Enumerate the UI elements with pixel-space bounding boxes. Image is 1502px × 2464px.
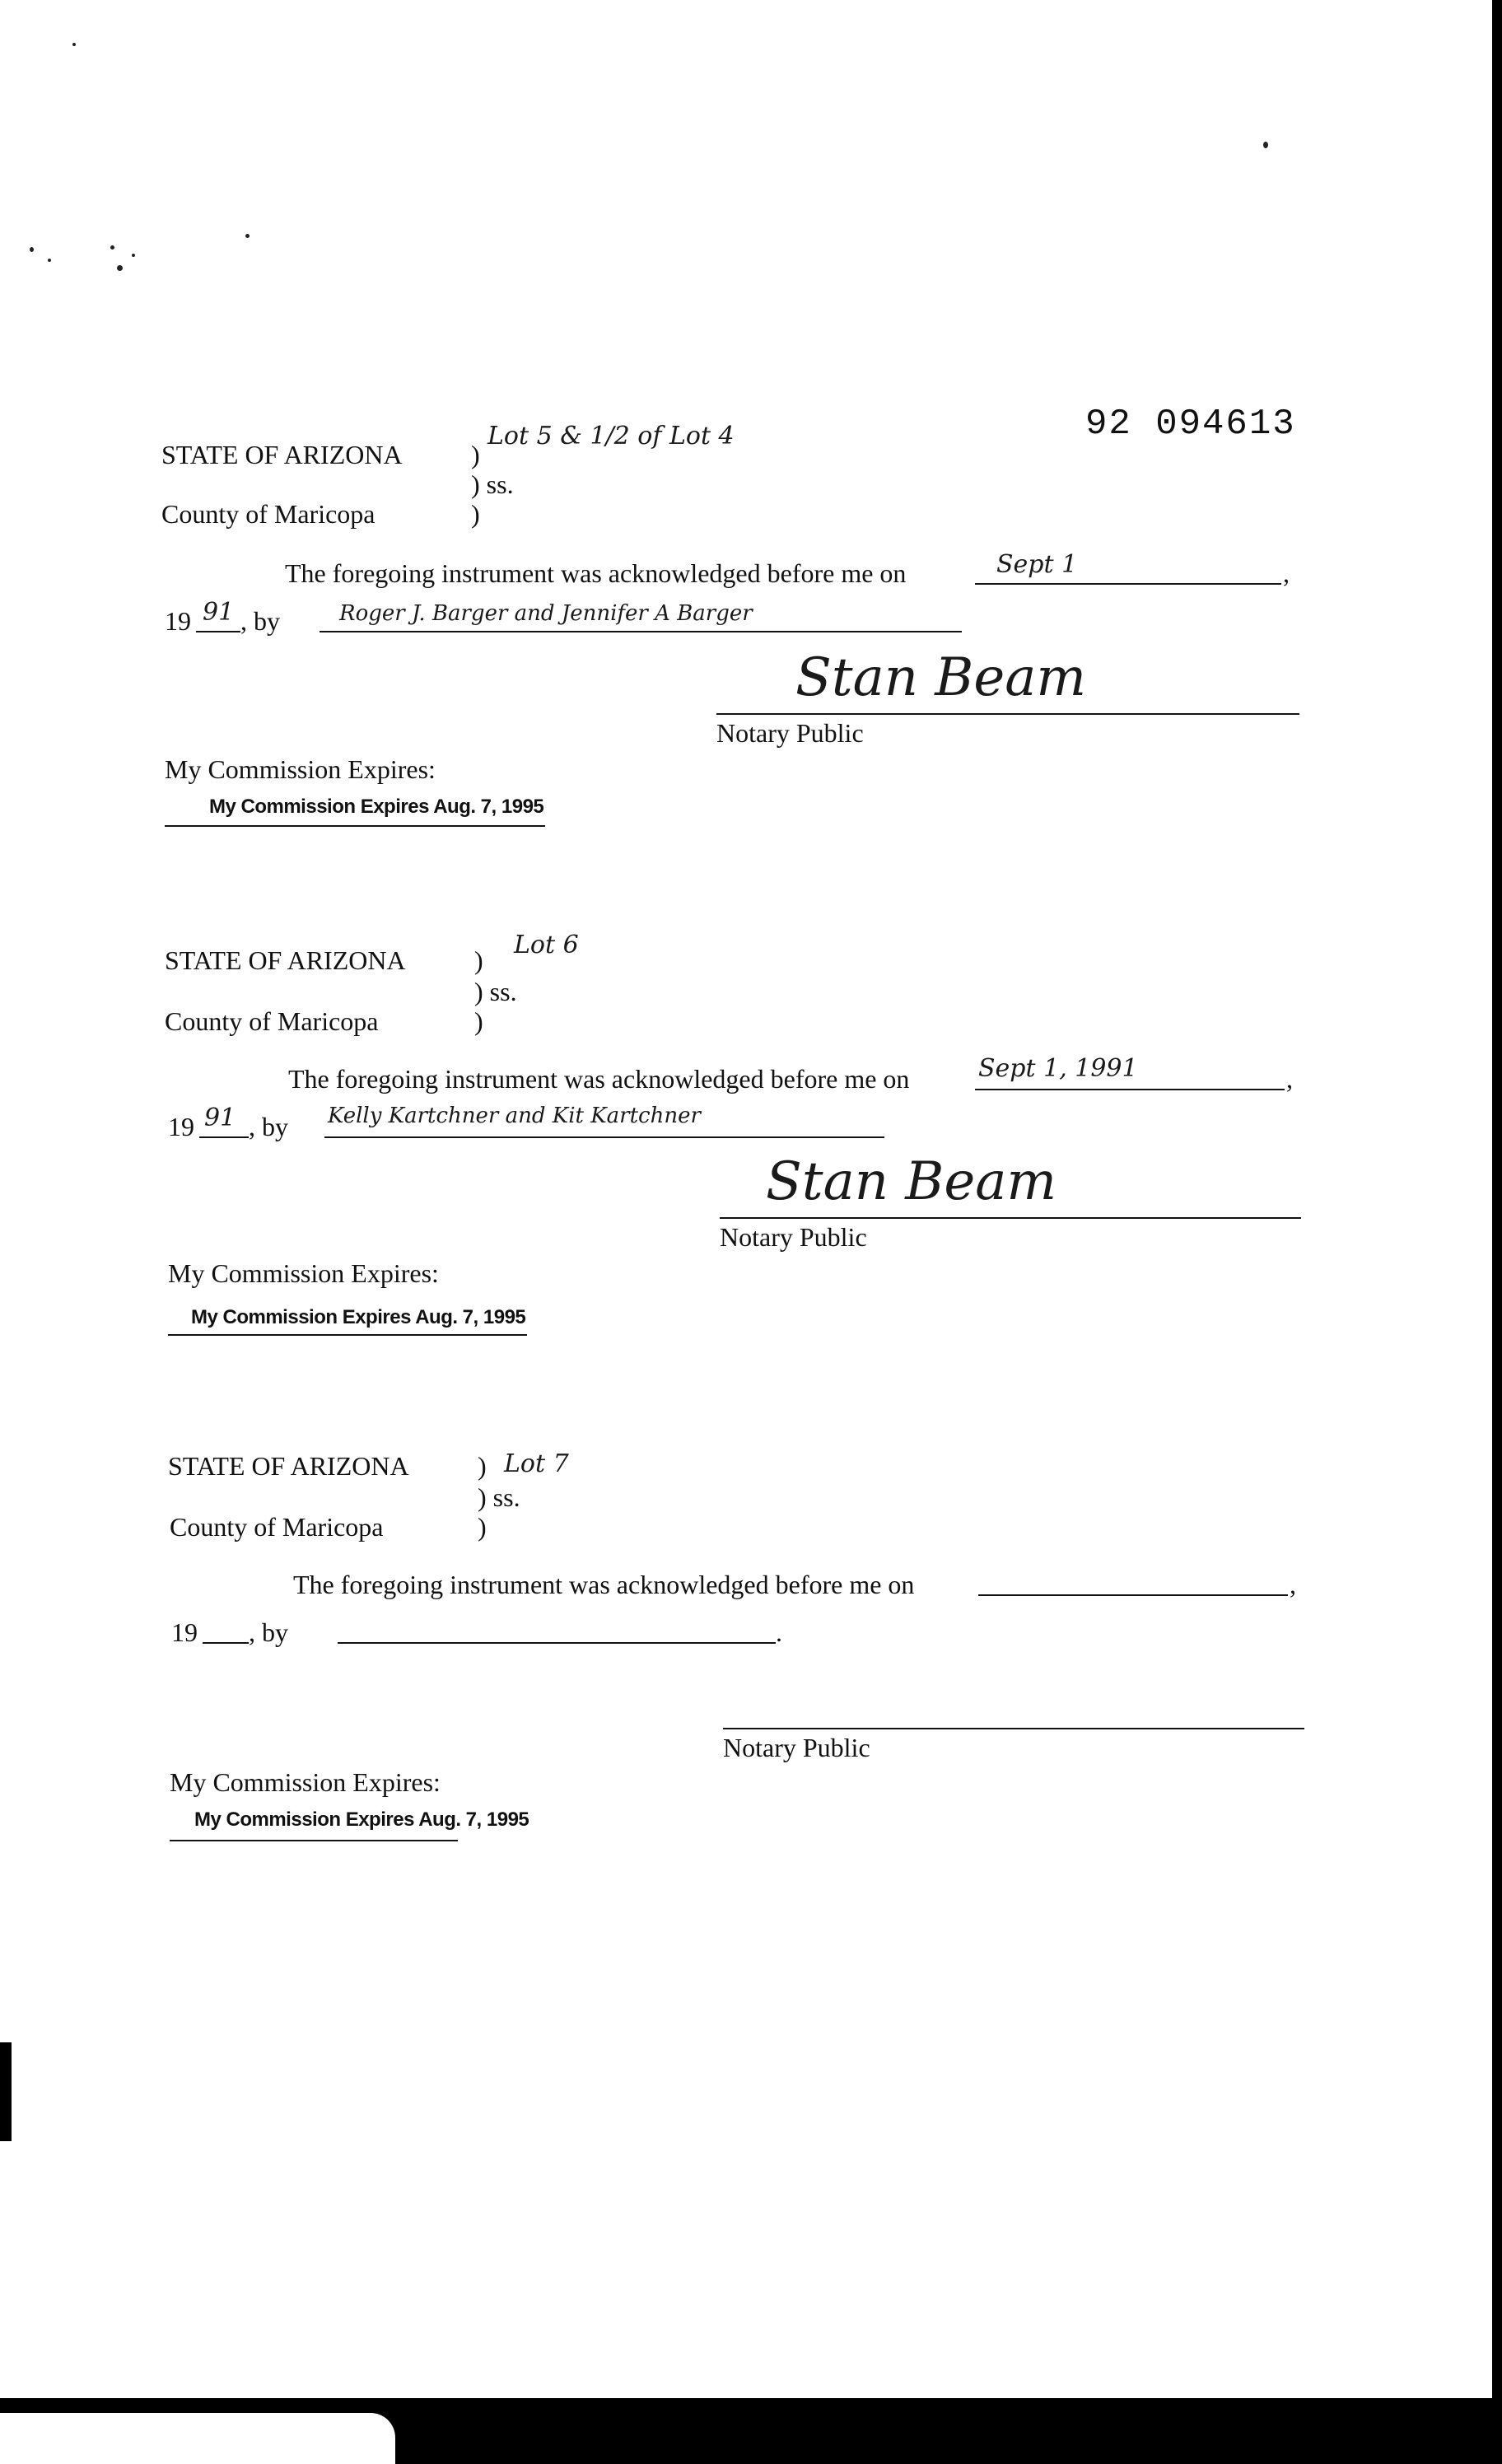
period: . — [776, 1617, 782, 1647]
year-prefix: 19 — [165, 606, 191, 636]
acknowledged-persons: Kelly Kartchner and Kit Kartchner — [328, 1104, 701, 1128]
date-line — [975, 583, 1281, 585]
notary-signature: Stan Beam — [766, 1151, 1057, 1212]
date-line — [978, 1594, 1288, 1596]
year-prefix: 19 — [168, 1112, 194, 1141]
commission-expires-label: My Commission Expires: — [165, 754, 436, 784]
date-line — [975, 1089, 1285, 1090]
county-label: County of Maricopa — [165, 1006, 379, 1036]
speck — [72, 43, 76, 46]
signature-line — [716, 713, 1299, 715]
comma: , — [1290, 1570, 1296, 1599]
acknowledgment-date: Sept 1, 1991 — [978, 1054, 1138, 1083]
lot-note: Lot 7 — [504, 1449, 569, 1478]
comma: , — [1283, 558, 1290, 588]
bracket: ) — [471, 440, 480, 469]
year-line — [199, 1136, 249, 1138]
scan-edge-bottom-gap — [0, 2413, 395, 2464]
persons-line — [324, 1136, 884, 1138]
ss-label: ) ss. — [474, 977, 517, 1006]
by-label: , by — [249, 1617, 288, 1647]
state-label: STATE OF ARIZONA — [168, 1451, 409, 1481]
commission-expires-label: My Commission Expires: — [170, 1767, 441, 1797]
acknowledged-persons: Roger J. Barger and Jennifer A Barger — [339, 601, 753, 626]
by-label: , by — [249, 1112, 288, 1141]
speck — [110, 245, 114, 250]
acknowledgment-text: The foregoing instrument was acknowledged before me on — [293, 1570, 915, 1599]
commission-stamp: My Commission Expires Aug. 7, 1995 — [191, 1306, 526, 1328]
bracket: ) — [478, 1512, 487, 1542]
notary-signature: Stan Beam — [795, 647, 1087, 708]
notary-public-label: Notary Public — [716, 718, 864, 748]
bracket: ) — [474, 1006, 483, 1036]
ss-label: ) ss. — [478, 1482, 520, 1512]
state-label: STATE OF ARIZONA — [161, 440, 403, 469]
year-line — [196, 631, 240, 632]
by-label: , by — [240, 606, 280, 636]
speck — [30, 247, 34, 252]
persons-line — [338, 1642, 776, 1644]
speck — [245, 234, 250, 238]
year-suffix: 91 — [204, 1104, 236, 1132]
commission-line — [168, 1334, 527, 1336]
speck — [117, 265, 123, 271]
commission-stamp: My Commission Expires Aug. 7, 1995 — [194, 1808, 529, 1831]
commission-expires-label: My Commission Expires: — [168, 1258, 439, 1288]
county-label: County of Maricopa — [170, 1512, 384, 1542]
notary-public-label: Notary Public — [720, 1222, 867, 1252]
lot-note: Lot 6 — [514, 931, 579, 959]
commission-line — [165, 825, 545, 827]
notary-public-label: Notary Public — [723, 1733, 870, 1762]
speck — [48, 259, 51, 262]
commission-stamp: My Commission Expires Aug. 7, 1995 — [209, 796, 544, 818]
acknowledgment-text: The foregoing instrument was acknowledged before me on — [288, 1064, 910, 1094]
year-line — [203, 1642, 249, 1644]
county-label: County of Maricopa — [161, 499, 376, 529]
bracket: ) — [478, 1451, 487, 1481]
bracket: ) — [471, 499, 480, 529]
scan-edge-right — [1492, 0, 1502, 2464]
year-suffix: 91 — [203, 598, 235, 627]
document-number: 92 094613 — [1085, 404, 1296, 445]
speck — [1263, 142, 1268, 148]
scan-edge-left — [0, 2042, 12, 2141]
acknowledgment-date: Sept 1 — [996, 550, 1078, 579]
signature-line — [723, 1728, 1304, 1729]
bracket: ) — [474, 945, 483, 975]
commission-line — [170, 1840, 458, 1841]
acknowledgment-text: The foregoing instrument was acknowledged before me on — [285, 558, 907, 588]
lot-note: Lot 5 & 1/2 of Lot 4 — [487, 422, 735, 450]
speck — [132, 254, 135, 257]
state-label: STATE OF ARIZONA — [165, 945, 406, 975]
signature-line — [720, 1217, 1301, 1219]
year-prefix: 19 — [171, 1617, 198, 1647]
ss-label: ) ss. — [471, 469, 514, 499]
comma: , — [1286, 1064, 1293, 1094]
persons-line — [320, 631, 962, 632]
